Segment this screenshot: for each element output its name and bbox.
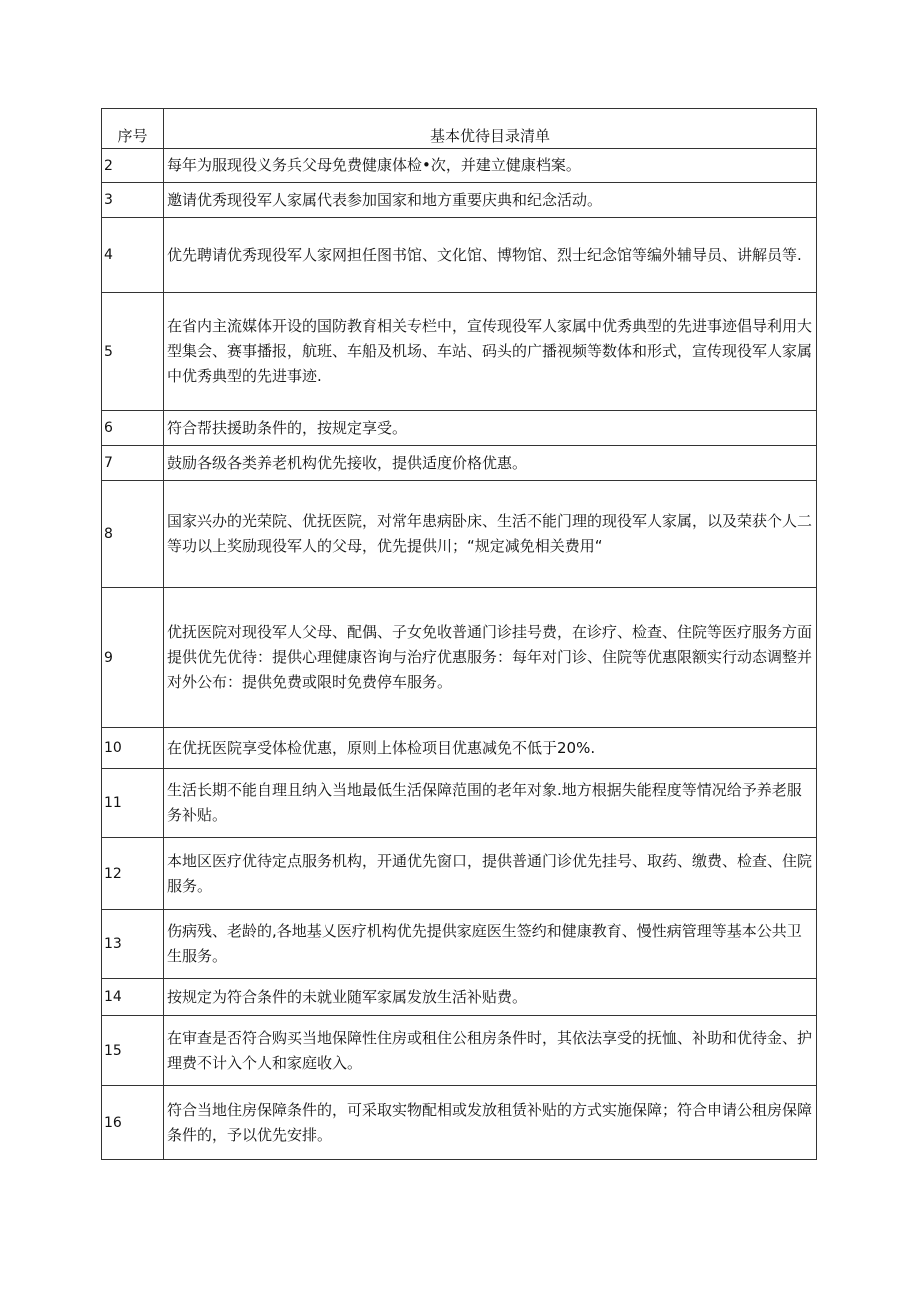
table-row [102, 218, 817, 293]
row-text: 符合当地住房保障条件的，可采取实物配相或发放租赁补贴的方式实施保障；符合申请公租房保障条件的，予以优先安排。 [164, 1086, 817, 1160]
row-number: 10 [102, 728, 164, 769]
row-number: 8 [102, 481, 164, 588]
row-number: 11 [102, 769, 164, 838]
row-text: 邀请优秀现役军人家属代表参加国家和地方重要庆典和纪念活动。 [164, 183, 817, 218]
row-number: 3 [102, 183, 164, 218]
table-row [102, 183, 817, 218]
row-text: 在优抚医院享受体检优惠，原则上体检项目优惠减免不低于20%. [164, 728, 817, 769]
table-row [102, 1016, 817, 1086]
row-text: 国家兴办的光荣院、优抚医院，对常年患病卧床、生活不能门理的现役军人家属，以及荣获个人二等功以上奖励现役军人的父母，优先提供川；“规定减免相关费用“ [164, 481, 817, 588]
row-number: 2 [102, 149, 164, 183]
row-text: 每年为服现役义务兵父母免费健康体检•次，并建立健康档案。 [164, 149, 817, 183]
row-number: 13 [102, 910, 164, 979]
table-row [102, 588, 817, 728]
table-row [102, 293, 817, 411]
row-text: 符合帮扶援助条件的，按规定享受。 [164, 411, 817, 446]
row-number: 14 [102, 979, 164, 1016]
row-text: 本地区医疗优待定点服务机构，开通优先窗口，提供普通门诊优先挂号、取药、缴费、检查、住院服务。 [164, 838, 817, 910]
row-text: 按规定为符合条件的未就业随军家属发放生活补贴费。 [164, 979, 817, 1016]
table-row [102, 769, 817, 838]
row-text: 鼓励各级各类养老机构优先接收，提供适度价格优惠。 [164, 446, 817, 481]
table-row [102, 1086, 817, 1160]
row-number: 6 [102, 411, 164, 446]
table-row [102, 838, 817, 910]
row-number: 5 [102, 293, 164, 411]
row-text: 在省内主流媒体开设的国防教育相关专栏中，宣传现役军人家属中优秀典型的先进事迹倡导利用大型集会、赛事播报，航班、车船及机场、车站、码头的广播视频等数体和形式，宣传现役军人家属中优秀典型的先进事迹. [164, 293, 817, 411]
table-row [102, 728, 817, 769]
preferential-treatment-table [101, 108, 817, 1160]
header-serial-number: 序号 [102, 109, 164, 149]
row-text: 优先聘请优秀现役军人家网担任图书馆、文化馆、博物馆、烈士纪念馆等编外辅导员、讲解员等. [164, 218, 817, 293]
table-header-row [102, 109, 817, 149]
row-number: 7 [102, 446, 164, 481]
table-row [102, 979, 817, 1016]
table-row [102, 411, 817, 446]
row-number: 15 [102, 1016, 164, 1086]
row-text: 生活长期不能自理且纳入当地最低生活保障范围的老年对象.地方根据失能程度等情况给予养老服务补贴。 [164, 769, 817, 838]
row-number: 4 [102, 218, 164, 293]
row-number: 9 [102, 588, 164, 728]
table-row [102, 910, 817, 979]
table-row [102, 149, 817, 183]
row-number: 12 [102, 838, 164, 910]
row-text: 优抚医院对现役军人父母、配偶、子女免收普通门诊挂号费，在诊疗、检查、住院等医疗服务方面提供优先优待：提供心理健康咨询与治疗优惠服务：每年对门诊、住院等优惠限额实行动态调整并对外公布：提供免费或限时免费停车服务。 [164, 588, 817, 728]
row-text: 伤病残、老龄的,各地基乂医疗机构优先提供家庭医生签约和健康教育、慢性病管理等基本公共卫生服务。 [164, 910, 817, 979]
table-row [102, 481, 817, 588]
table-row [102, 446, 817, 481]
row-text: 在审查是否符合购买当地保障性住房或租住公租房条件时，其依法享受的抚恤、补助和优待金、护理费不计入个人和家庭收入。 [164, 1016, 817, 1086]
header-list-title: 基本优待目录清单 [164, 109, 817, 149]
row-number: 16 [102, 1086, 164, 1160]
